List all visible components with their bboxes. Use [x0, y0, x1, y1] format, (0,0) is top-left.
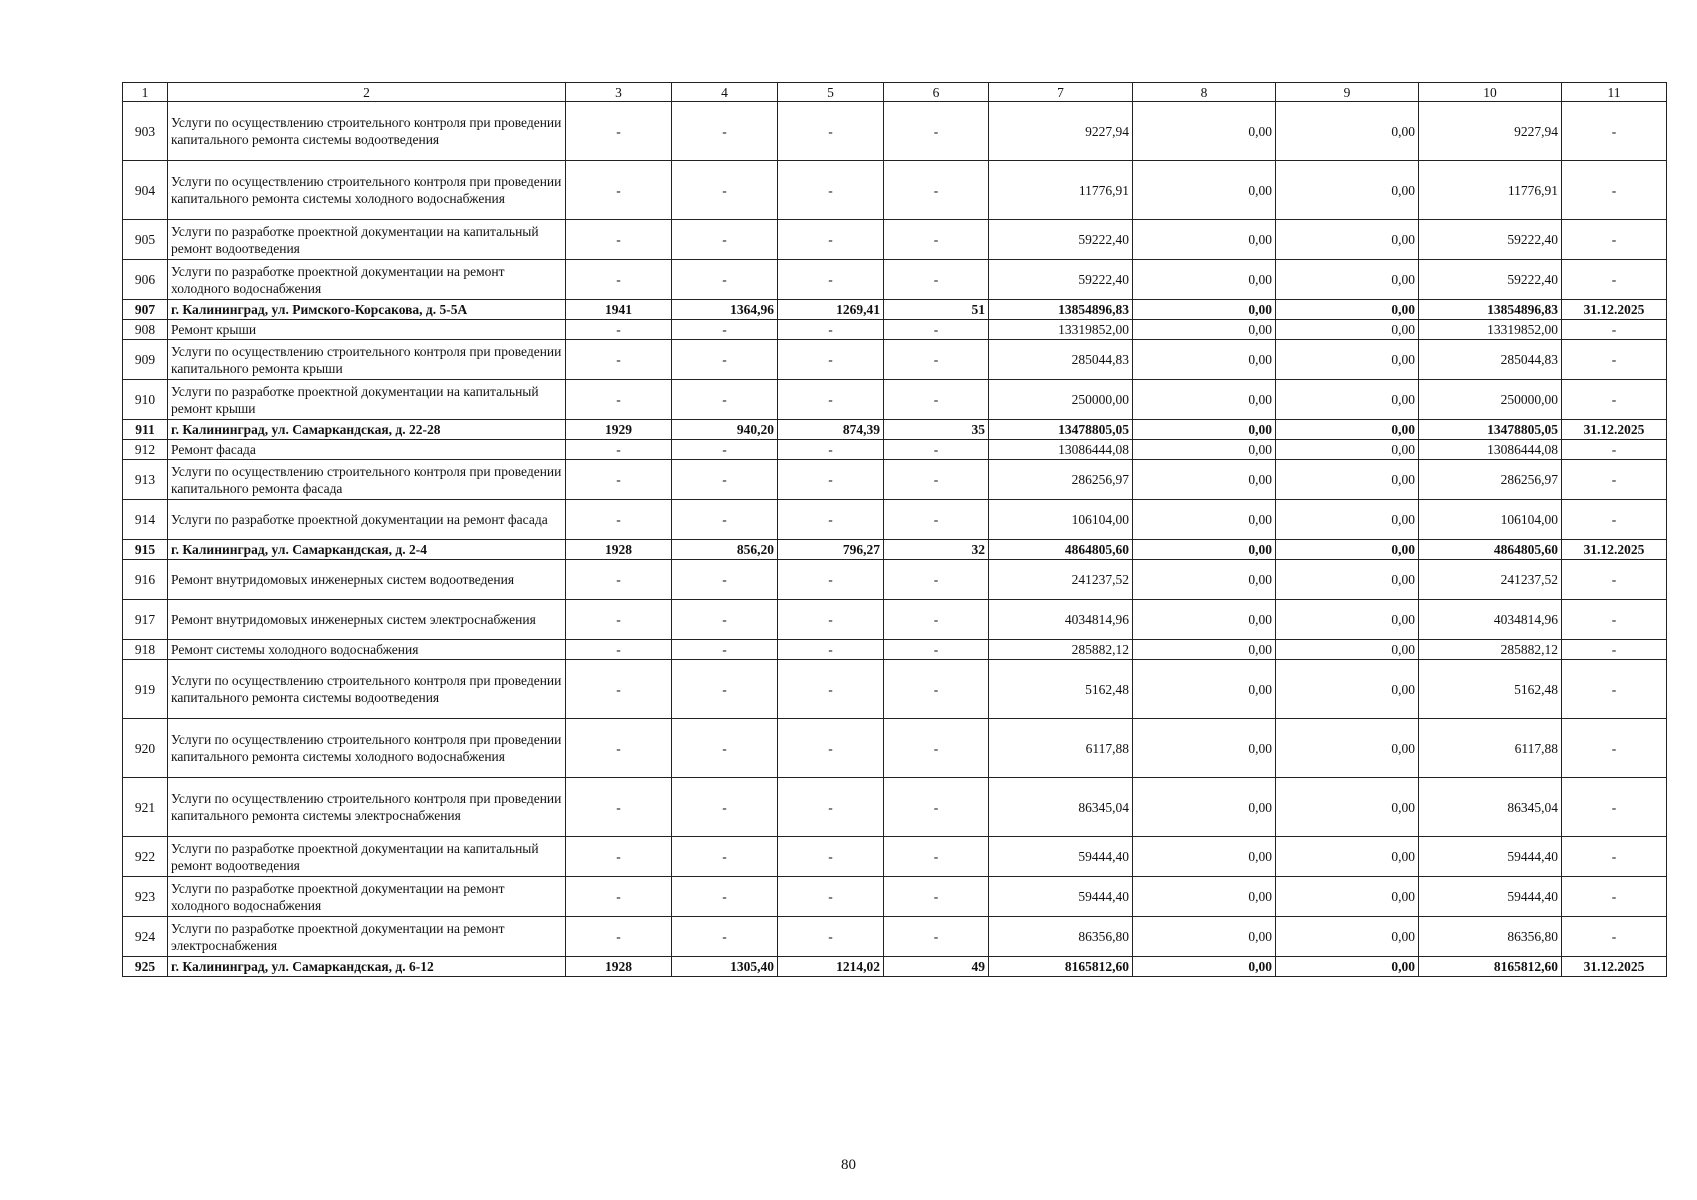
- column-number-header: 3: [566, 83, 672, 102]
- row-number: 907: [123, 300, 168, 320]
- residents-count: -: [884, 877, 989, 917]
- living-area: -: [778, 719, 884, 778]
- row-number: 914: [123, 500, 168, 540]
- cost-col-9: 0,00: [1276, 540, 1419, 560]
- completion-date: 31.12.2025: [1562, 957, 1667, 977]
- work-description: г. Калининград, ул. Римского-Корсакова, д. 5-5А: [168, 300, 566, 320]
- table-body: [123, 83, 1667, 977]
- living-area: -: [778, 320, 884, 340]
- cost-col-8: 0,00: [1133, 300, 1276, 320]
- work-description: Услуги по осуществлению строительного контроля при проведении капитального ремонта системы водоотведения: [168, 660, 566, 719]
- work-item-row: [123, 340, 1667, 380]
- residents-count: 49: [884, 957, 989, 977]
- cost-col-9: 0,00: [1276, 600, 1419, 640]
- residents-count: -: [884, 220, 989, 260]
- residents-count: -: [884, 320, 989, 340]
- work-description: Услуги по разработке проектной документации на ремонт электроснабжения: [168, 917, 566, 957]
- living-area: -: [778, 560, 884, 600]
- year-built: -: [566, 220, 672, 260]
- total-area: -: [672, 837, 778, 877]
- cost-col-8: 0,00: [1133, 877, 1276, 917]
- total-area: 1364,96: [672, 300, 778, 320]
- work-item-row: [123, 460, 1667, 500]
- completion-date: -: [1562, 380, 1667, 420]
- work-description: Услуги по разработке проектной документации на капитальный ремонт крыши: [168, 380, 566, 420]
- cost-col-8: 0,00: [1133, 340, 1276, 380]
- row-number: 904: [123, 161, 168, 220]
- work-item-row: [123, 500, 1667, 540]
- completion-date: -: [1562, 778, 1667, 837]
- cost-col-9: 0,00: [1276, 440, 1419, 460]
- cost-col-9: 0,00: [1276, 380, 1419, 420]
- cost-col-8: 0,00: [1133, 161, 1276, 220]
- row-number: 922: [123, 837, 168, 877]
- cost-col-10: 285882,12: [1419, 640, 1562, 660]
- cost-col-10: 13478805,05: [1419, 420, 1562, 440]
- total-cost: 5162,48: [989, 660, 1133, 719]
- total-cost: 13086444,08: [989, 440, 1133, 460]
- cost-col-10: 11776,91: [1419, 161, 1562, 220]
- year-built: -: [566, 380, 672, 420]
- year-built: 1928: [566, 540, 672, 560]
- cost-col-9: 0,00: [1276, 500, 1419, 540]
- residents-count: -: [884, 917, 989, 957]
- total-cost: 8165812,60: [989, 957, 1133, 977]
- residents-count: 51: [884, 300, 989, 320]
- row-number: 912: [123, 440, 168, 460]
- residents-count: -: [884, 719, 989, 778]
- cost-col-9: 0,00: [1276, 460, 1419, 500]
- cost-col-8: 0,00: [1133, 917, 1276, 957]
- cost-col-8: 0,00: [1133, 640, 1276, 660]
- living-area: -: [778, 500, 884, 540]
- cost-col-8: 0,00: [1133, 660, 1276, 719]
- cost-col-9: 0,00: [1276, 161, 1419, 220]
- completion-date: -: [1562, 917, 1667, 957]
- total-cost: 286256,97: [989, 460, 1133, 500]
- column-number-header: 8: [1133, 83, 1276, 102]
- year-built: -: [566, 560, 672, 600]
- total-cost: 59444,40: [989, 837, 1133, 877]
- completion-date: -: [1562, 877, 1667, 917]
- total-area: -: [672, 320, 778, 340]
- total-cost: 59222,40: [989, 220, 1133, 260]
- work-description: Ремонт внутридомовых инженерных систем водоотведения: [168, 560, 566, 600]
- total-area: -: [672, 440, 778, 460]
- residents-count: 35: [884, 420, 989, 440]
- work-description: Услуги по осуществлению строительного контроля при проведении капитального ремонта системы холодного водоснабжения: [168, 719, 566, 778]
- cost-col-8: 0,00: [1133, 320, 1276, 340]
- column-number-header: 5: [778, 83, 884, 102]
- cost-col-10: 9227,94: [1419, 102, 1562, 161]
- cost-col-10: 59444,40: [1419, 837, 1562, 877]
- total-cost: 86356,80: [989, 917, 1133, 957]
- cost-col-8: 0,00: [1133, 600, 1276, 640]
- row-number: 916: [123, 560, 168, 600]
- living-area: -: [778, 161, 884, 220]
- cost-col-9: 0,00: [1276, 778, 1419, 837]
- work-item-row: [123, 877, 1667, 917]
- cost-col-9: 0,00: [1276, 300, 1419, 320]
- column-number-header: 11: [1562, 83, 1667, 102]
- total-cost: 13478805,05: [989, 420, 1133, 440]
- work-description: Услуги по осуществлению строительного контроля при проведении капитального ремонта фасада: [168, 460, 566, 500]
- total-area: -: [672, 778, 778, 837]
- column-number-header: 9: [1276, 83, 1419, 102]
- completion-date: -: [1562, 640, 1667, 660]
- residents-count: 32: [884, 540, 989, 560]
- column-number-header: 7: [989, 83, 1133, 102]
- work-item-row: [123, 260, 1667, 300]
- total-cost: 59222,40: [989, 260, 1133, 300]
- year-built: -: [566, 877, 672, 917]
- total-cost: 86345,04: [989, 778, 1133, 837]
- living-area: -: [778, 260, 884, 300]
- column-number-header: 6: [884, 83, 989, 102]
- register-table: [122, 82, 1667, 977]
- cost-col-9: 0,00: [1276, 877, 1419, 917]
- row-number: 917: [123, 600, 168, 640]
- total-area: -: [672, 460, 778, 500]
- cost-col-10: 13854896,83: [1419, 300, 1562, 320]
- cost-col-10: 241237,52: [1419, 560, 1562, 600]
- living-area: -: [778, 220, 884, 260]
- total-area: 856,20: [672, 540, 778, 560]
- cost-col-10: 6117,88: [1419, 719, 1562, 778]
- cost-col-8: 0,00: [1133, 102, 1276, 161]
- column-number-header-row: [123, 83, 1667, 102]
- row-number: 923: [123, 877, 168, 917]
- completion-date: 31.12.2025: [1562, 540, 1667, 560]
- living-area: -: [778, 640, 884, 660]
- total-cost: 6117,88: [989, 719, 1133, 778]
- residents-count: -: [884, 837, 989, 877]
- year-built: -: [566, 320, 672, 340]
- cost-col-9: 0,00: [1276, 560, 1419, 600]
- residents-count: -: [884, 660, 989, 719]
- cost-col-10: 59222,40: [1419, 260, 1562, 300]
- total-area: -: [672, 380, 778, 420]
- living-area: -: [778, 778, 884, 837]
- total-area: 940,20: [672, 420, 778, 440]
- living-area: -: [778, 660, 884, 719]
- address-row: [123, 420, 1667, 440]
- work-description: Ремонт системы холодного водоснабжения: [168, 640, 566, 660]
- cost-col-10: 86345,04: [1419, 778, 1562, 837]
- row-number: 913: [123, 460, 168, 500]
- total-cost: 4864805,60: [989, 540, 1133, 560]
- year-built: -: [566, 260, 672, 300]
- residents-count: -: [884, 161, 989, 220]
- cost-col-10: 13086444,08: [1419, 440, 1562, 460]
- work-description: Услуги по осуществлению строительного контроля при проведении капитального ремонта системы водоотведения: [168, 102, 566, 161]
- row-number: 906: [123, 260, 168, 300]
- total-area: -: [672, 220, 778, 260]
- column-number-header: 1: [123, 83, 168, 102]
- cost-col-8: 0,00: [1133, 719, 1276, 778]
- total-cost: 59444,40: [989, 877, 1133, 917]
- total-cost: 13319852,00: [989, 320, 1133, 340]
- work-item-row: [123, 837, 1667, 877]
- total-area: -: [672, 161, 778, 220]
- residents-count: -: [884, 440, 989, 460]
- cost-col-10: 286256,97: [1419, 460, 1562, 500]
- page-number: 80: [841, 1157, 856, 1173]
- row-number: 910: [123, 380, 168, 420]
- work-item-row: [123, 917, 1667, 957]
- completion-date: -: [1562, 320, 1667, 340]
- completion-date: -: [1562, 600, 1667, 640]
- cost-col-8: 0,00: [1133, 560, 1276, 600]
- work-item-row: [123, 660, 1667, 719]
- living-area: -: [778, 340, 884, 380]
- cost-col-9: 0,00: [1276, 837, 1419, 877]
- work-item-row: [123, 440, 1667, 460]
- cost-col-10: 4864805,60: [1419, 540, 1562, 560]
- address-row: [123, 957, 1667, 977]
- work-description: Услуги по разработке проектной документации на ремонт фасада: [168, 500, 566, 540]
- total-area: 1305,40: [672, 957, 778, 977]
- completion-date: -: [1562, 837, 1667, 877]
- residents-count: -: [884, 778, 989, 837]
- total-cost: 13854896,83: [989, 300, 1133, 320]
- work-item-row: [123, 220, 1667, 260]
- total-area: -: [672, 640, 778, 660]
- work-item-row: [123, 161, 1667, 220]
- completion-date: 31.12.2025: [1562, 420, 1667, 440]
- work-item-row: [123, 640, 1667, 660]
- cost-col-8: 0,00: [1133, 778, 1276, 837]
- column-number-header: 10: [1419, 83, 1562, 102]
- total-area: -: [672, 102, 778, 161]
- residents-count: -: [884, 102, 989, 161]
- living-area: -: [778, 460, 884, 500]
- cost-col-10: 8165812,60: [1419, 957, 1562, 977]
- work-item-row: [123, 380, 1667, 420]
- row-number: 911: [123, 420, 168, 440]
- living-area: 874,39: [778, 420, 884, 440]
- total-area: -: [672, 877, 778, 917]
- living-area: -: [778, 877, 884, 917]
- work-description: Услуги по разработке проектной документации на капитальный ремонт водоотведения: [168, 837, 566, 877]
- cost-col-9: 0,00: [1276, 220, 1419, 260]
- cost-col-8: 0,00: [1133, 460, 1276, 500]
- work-description: г. Калининград, ул. Самаркандская, д. 22-28: [168, 420, 566, 440]
- year-built: -: [566, 460, 672, 500]
- year-built: -: [566, 340, 672, 380]
- row-number: 921: [123, 778, 168, 837]
- work-description: Услуги по осуществлению строительного контроля при проведении капитального ремонта системы электроснабжения: [168, 778, 566, 837]
- cost-col-9: 0,00: [1276, 957, 1419, 977]
- total-cost: 9227,94: [989, 102, 1133, 161]
- cost-col-9: 0,00: [1276, 917, 1419, 957]
- completion-date: -: [1562, 102, 1667, 161]
- residents-count: -: [884, 640, 989, 660]
- living-area: -: [778, 102, 884, 161]
- work-description: г. Калининград, ул. Самаркандская, д. 2-4: [168, 540, 566, 560]
- row-number: 903: [123, 102, 168, 161]
- total-area: -: [672, 600, 778, 640]
- total-area: -: [672, 660, 778, 719]
- residents-count: -: [884, 500, 989, 540]
- work-description: Ремонт внутридомовых инженерных систем электроснабжения: [168, 600, 566, 640]
- cost-col-8: 0,00: [1133, 957, 1276, 977]
- residents-count: -: [884, 560, 989, 600]
- year-built: -: [566, 440, 672, 460]
- row-number: 915: [123, 540, 168, 560]
- year-built: 1928: [566, 957, 672, 977]
- work-description: Ремонт фасада: [168, 440, 566, 460]
- work-item-row: [123, 600, 1667, 640]
- total-area: -: [672, 340, 778, 380]
- cost-col-8: 0,00: [1133, 420, 1276, 440]
- column-number-header: 2: [168, 83, 566, 102]
- work-description: Услуги по осуществлению строительного контроля при проведении капитального ремонта системы холодного водоснабжения: [168, 161, 566, 220]
- residents-count: -: [884, 460, 989, 500]
- year-built: -: [566, 640, 672, 660]
- work-item-row: [123, 719, 1667, 778]
- work-item-row: [123, 778, 1667, 837]
- year-built: 1929: [566, 420, 672, 440]
- completion-date: -: [1562, 260, 1667, 300]
- cost-col-9: 0,00: [1276, 320, 1419, 340]
- living-area: 1214,02: [778, 957, 884, 977]
- cost-col-10: 250000,00: [1419, 380, 1562, 420]
- cost-col-10: 5162,48: [1419, 660, 1562, 719]
- year-built: -: [566, 600, 672, 640]
- row-number: 925: [123, 957, 168, 977]
- total-cost: 11776,91: [989, 161, 1133, 220]
- cost-col-10: 59444,40: [1419, 877, 1562, 917]
- column-number-header: 4: [672, 83, 778, 102]
- living-area: 1269,41: [778, 300, 884, 320]
- cost-col-9: 0,00: [1276, 719, 1419, 778]
- year-built: -: [566, 917, 672, 957]
- completion-date: -: [1562, 460, 1667, 500]
- cost-col-8: 0,00: [1133, 260, 1276, 300]
- cost-col-10: 285044,83: [1419, 340, 1562, 380]
- total-cost: 106104,00: [989, 500, 1133, 540]
- living-area: -: [778, 600, 884, 640]
- residents-count: -: [884, 340, 989, 380]
- cost-col-9: 0,00: [1276, 260, 1419, 300]
- row-number: 918: [123, 640, 168, 660]
- row-number: 908: [123, 320, 168, 340]
- living-area: 796,27: [778, 540, 884, 560]
- total-cost: 285882,12: [989, 640, 1133, 660]
- cost-col-9: 0,00: [1276, 102, 1419, 161]
- completion-date: -: [1562, 660, 1667, 719]
- completion-date: -: [1562, 340, 1667, 380]
- work-description: г. Калининград, ул. Самаркандская, д. 6-12: [168, 957, 566, 977]
- work-description: Услуги по разработке проектной документации на ремонт холодного водоснабжения: [168, 260, 566, 300]
- cost-col-8: 0,00: [1133, 837, 1276, 877]
- total-cost: 4034814,96: [989, 600, 1133, 640]
- cost-col-10: 13319852,00: [1419, 320, 1562, 340]
- work-description: Услуги по разработке проектной документации на капитальный ремонт водоотведения: [168, 220, 566, 260]
- total-area: -: [672, 500, 778, 540]
- year-built: -: [566, 719, 672, 778]
- cost-col-9: 0,00: [1276, 340, 1419, 380]
- work-description: Ремонт крыши: [168, 320, 566, 340]
- year-built: 1941: [566, 300, 672, 320]
- living-area: -: [778, 917, 884, 957]
- living-area: -: [778, 440, 884, 460]
- row-number: 924: [123, 917, 168, 957]
- cost-col-8: 0,00: [1133, 440, 1276, 460]
- year-built: -: [566, 778, 672, 837]
- cost-col-9: 0,00: [1276, 420, 1419, 440]
- total-area: -: [672, 917, 778, 957]
- row-number: 905: [123, 220, 168, 260]
- completion-date: 31.12.2025: [1562, 300, 1667, 320]
- completion-date: -: [1562, 440, 1667, 460]
- row-number: 909: [123, 340, 168, 380]
- year-built: -: [566, 102, 672, 161]
- cost-col-10: 4034814,96: [1419, 600, 1562, 640]
- address-row: [123, 540, 1667, 560]
- work-description: Услуги по осуществлению строительного контроля при проведении капитального ремонта крыши: [168, 340, 566, 380]
- total-area: -: [672, 560, 778, 600]
- year-built: -: [566, 500, 672, 540]
- total-cost: 285044,83: [989, 340, 1133, 380]
- cost-col-8: 0,00: [1133, 540, 1276, 560]
- total-area: -: [672, 719, 778, 778]
- living-area: -: [778, 380, 884, 420]
- total-area: -: [672, 260, 778, 300]
- work-item-row: [123, 102, 1667, 161]
- completion-date: -: [1562, 161, 1667, 220]
- residents-count: -: [884, 260, 989, 300]
- cost-col-9: 0,00: [1276, 660, 1419, 719]
- year-built: -: [566, 660, 672, 719]
- register-sheet: [122, 82, 1666, 977]
- address-row: [123, 300, 1667, 320]
- residents-count: -: [884, 380, 989, 420]
- total-cost: 241237,52: [989, 560, 1133, 600]
- row-number: 919: [123, 660, 168, 719]
- work-item-row: [123, 320, 1667, 340]
- completion-date: -: [1562, 500, 1667, 540]
- year-built: -: [566, 837, 672, 877]
- work-description: Услуги по разработке проектной документации на ремонт холодного водоснабжения: [168, 877, 566, 917]
- completion-date: -: [1562, 220, 1667, 260]
- completion-date: -: [1562, 719, 1667, 778]
- cost-col-8: 0,00: [1133, 380, 1276, 420]
- completion-date: -: [1562, 560, 1667, 600]
- year-built: -: [566, 161, 672, 220]
- cost-col-9: 0,00: [1276, 640, 1419, 660]
- cost-col-8: 0,00: [1133, 220, 1276, 260]
- residents-count: -: [884, 600, 989, 640]
- living-area: -: [778, 837, 884, 877]
- cost-col-10: 86356,80: [1419, 917, 1562, 957]
- cost-col-8: 0,00: [1133, 500, 1276, 540]
- row-number: 920: [123, 719, 168, 778]
- work-item-row: [123, 560, 1667, 600]
- total-cost: 250000,00: [989, 380, 1133, 420]
- cost-col-10: 106104,00: [1419, 500, 1562, 540]
- cost-col-10: 59222,40: [1419, 220, 1562, 260]
